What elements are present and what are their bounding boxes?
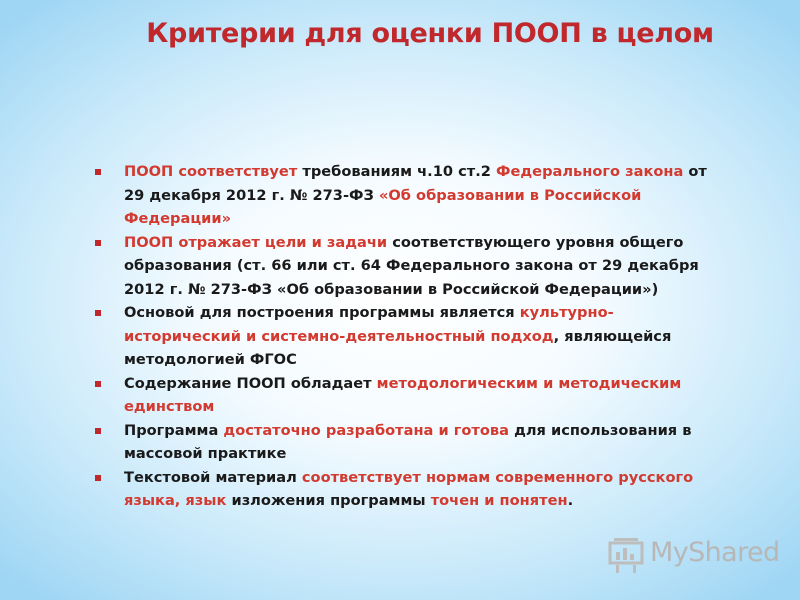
criteria-item	[92, 160, 722, 231]
watermark-logo	[606, 534, 780, 574]
highlighted-text: ПООП соответствует	[124, 163, 298, 180]
highlighted-text: ПООП отражает цели и задачи	[124, 233, 388, 251]
highlighted-text: точен и понятен	[430, 492, 568, 509]
square-bullet-icon	[95, 428, 101, 434]
criteria-item	[92, 301, 722, 372]
item-text: , являющейся методологией ФГОС	[124, 327, 672, 368]
criteria-list	[92, 160, 722, 513]
presentation-board-icon	[606, 534, 646, 574]
item-text: Содержание ПООП обладает	[124, 374, 377, 392]
criteria-item	[92, 419, 722, 466]
criteria-item	[92, 231, 722, 302]
square-bullet-icon	[95, 310, 101, 316]
square-bullet-icon	[95, 381, 101, 387]
criteria-item	[92, 466, 722, 513]
highlighted-text: «Об образовании в Российской Федерации»	[124, 186, 642, 227]
criteria-item	[92, 372, 722, 419]
item-text: от 29 декабря 2012 г. № 273-ФЗ	[124, 163, 707, 204]
item-text: .	[567, 492, 574, 509]
highlighted-text: соответствует нормам современного русского языка, язык	[124, 468, 694, 509]
item-text: требованиям ч.10 ст.2	[297, 163, 497, 180]
square-bullet-icon	[95, 240, 101, 246]
highlighted-text: методологическим и методическим единством	[124, 374, 682, 415]
square-bullet-icon	[95, 169, 101, 175]
highlighted-text: достаточно разработана и готова	[223, 421, 509, 439]
item-text: Текстовой материал	[124, 468, 302, 486]
item-text: соответствующего уровня общего образования (ст. 66 или ст. 64 Федерального закона от 29 декабря 2012 г. № 273-ФЗ «Об образовании в Российской Федерации»)	[124, 233, 699, 298]
watermark-text: MyShared	[650, 537, 780, 568]
highlighted-text: культурно-исторический и системно-деятельностный подход	[124, 304, 614, 345]
item-text: Программа	[124, 421, 224, 439]
item-text: изложения программы	[226, 492, 431, 509]
slide-title: Критерии для оценки ПООП в целом	[146, 18, 714, 49]
item-text: для использования в массовой практике	[124, 421, 692, 462]
highlighted-text: Федерального закона	[496, 163, 684, 180]
square-bullet-icon	[95, 475, 101, 481]
item-text: Основой для построения программы является	[124, 304, 520, 321]
